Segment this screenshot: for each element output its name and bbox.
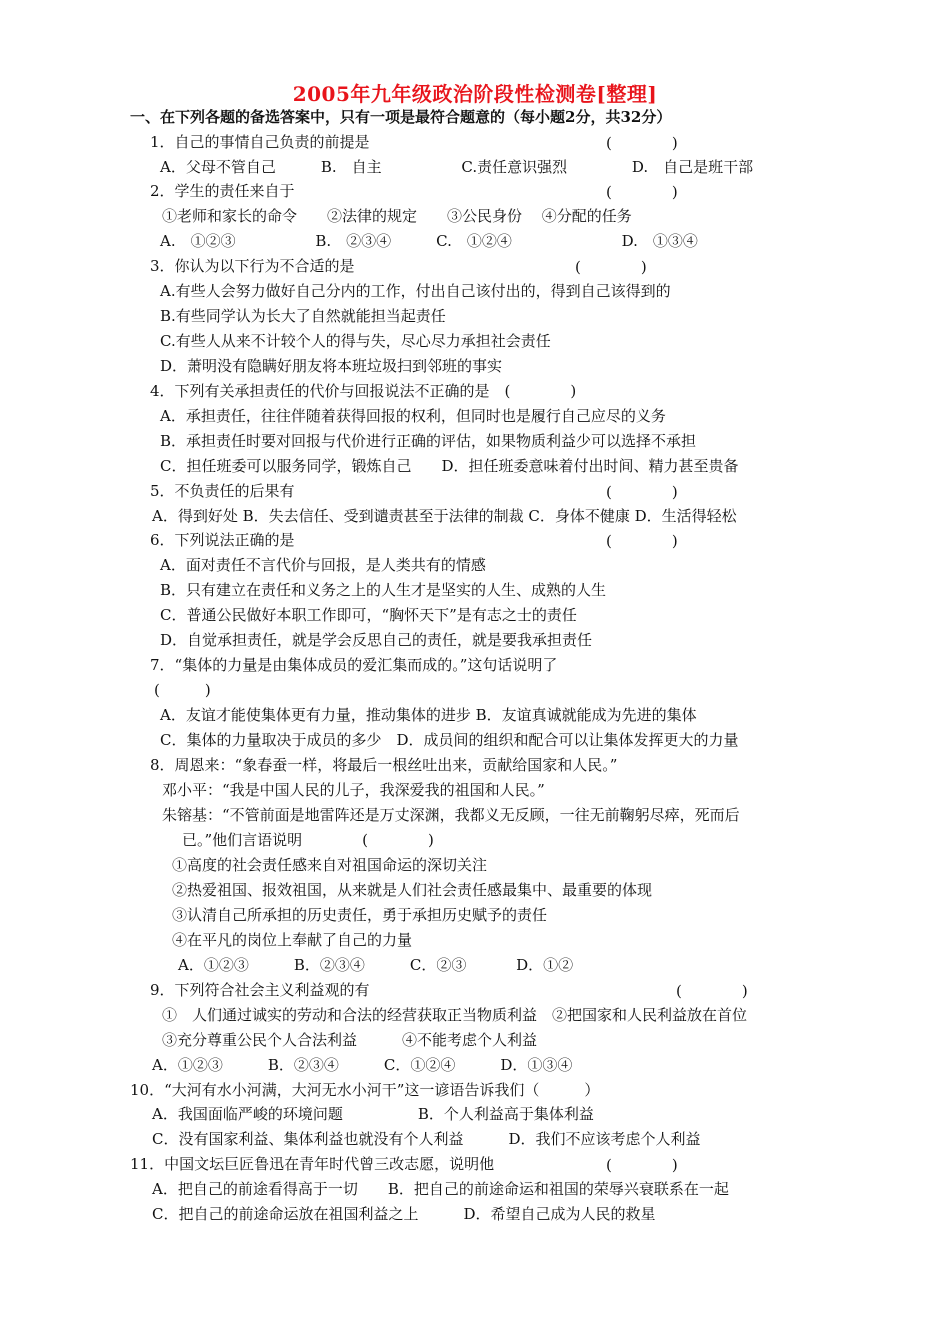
- question-6: 6．下列说法正确的是: [150, 531, 295, 549]
- question-4: 4．下列有关承担责任的代价与回报说法不正确的是 ( ): [150, 382, 577, 400]
- question-3: 3．你认为以下行为不合适的是: [150, 257, 355, 275]
- question-9-items-2: ③充分尊重公民个人合法利益 ④不能考虑个人利益: [162, 1031, 538, 1049]
- question-5-options: A．得到好处 B．失去信任、受到谴责甚至于法律的制裁 C．身体不健康 D．生活得轻松: [152, 507, 737, 525]
- question-9-items-1: ① 人们通过诚实的劳动和合法的经营获取正当物质利益 ②把国家和人民利益放在首位: [162, 1006, 748, 1024]
- question-9: 9．下列符合社会主义利益观的有: [150, 981, 370, 999]
- answer-paren-q2: ( ): [606, 183, 678, 201]
- question-7: 7．“集体的力量是由集体成员的爱汇集而成的。”这句话说明了: [150, 656, 558, 674]
- question-8-quote-2: 邓小平：“我是中国人民的儿子，我深爱我的祖国和人民。”: [162, 781, 545, 799]
- question-7-option-cd: C．集体的力量取决于成员的多少 D．成员间的组织和配合可以让集体发挥更大的力量: [160, 731, 739, 749]
- page-title: 2005年九年级政治阶段性检测卷[整理]: [292, 82, 658, 106]
- question-1: 1．自己的事情自己负责的前提是: [150, 133, 370, 151]
- question-7-option-ab: A．友谊才能使集体更有力量，推动集体的进步 B．友谊真诚就能成为先进的集体: [160, 706, 697, 724]
- question-11-option-cd: C．把自己的前途命运放在祖国利益之上 D．希望自己成为人民的救星: [152, 1205, 656, 1223]
- question-2: 2．学生的责任来自于: [150, 182, 295, 200]
- question-3-option-c: C.有些人从来不计较个人的得与失，尽心尽力承担社会责任: [160, 332, 551, 350]
- question-11-option-ab: A．把自己的前途看得高于一切 B．把自己的前途命运和祖国的荣辱兴衰联系在一起: [152, 1180, 729, 1198]
- question-11: 11．中国文坛巨匠鲁迅在青年时代曾三改志愿，说明他: [130, 1155, 495, 1173]
- question-10-option-cd: C．没有国家利益、集体利益也就没有个人利益 D．我们不应该考虑个人利益: [152, 1130, 701, 1148]
- question-8-item-2: ②热爱祖国、报效祖国，从来就是人们社会责任感最集中、最重要的体现: [172, 881, 653, 899]
- question-3-option-d: D．萧明没有隐瞒好朋友将本班垃圾扫到邻班的事实: [160, 357, 503, 375]
- answer-paren-q11: ( ): [606, 1156, 678, 1174]
- question-8-item-4: ④在平凡的岗位上奉献了自己的力量: [172, 931, 413, 949]
- answer-paren-q9: ( ): [676, 982, 748, 1000]
- question-6-option-a: A．面对责任不言代价与回报，是人类共有的情感: [160, 556, 486, 574]
- question-8-item-3: ③认清自己所承担的历史责任，勇于承担历史赋予的责任: [172, 906, 548, 924]
- answer-paren-q5: ( ): [606, 483, 678, 501]
- question-10-option-ab: A．我国面临严峻的环境问题 B．个人利益高于集体利益: [152, 1105, 594, 1123]
- question-3-option-a: A.有些人会努力做好自己分内的工作，付出自己该付出的，得到自己该得到的: [160, 282, 671, 300]
- question-8-quote-3: 朱镕基：“不管前面是地雷阵还是万丈深渊，我都义无反顾，一往无前鞠躬尽瘁，死而后: [162, 806, 740, 824]
- question-3-option-b: B.有些同学认为长大了自然就能担当起责任: [160, 307, 446, 325]
- question-1-options: A．父母不管自己 B. 自主 C.责任意识强烈 D. 自己是班干部: [160, 158, 754, 176]
- section-heading: 一、在下列各题的备选答案中，只有一项是最符合题意的（每小题2分，共32分）: [130, 108, 672, 126]
- answer-paren-q6: ( ): [606, 532, 678, 550]
- question-6-option-b: B．只有建立在责任和义务之上的人生才是坚实的人生、成熟的人生: [160, 581, 607, 599]
- question-10: 10．“大河有水小河满，大河无水小河干”这一谚语告诉我们（ ）: [130, 1081, 600, 1099]
- question-4-option-a: A．承担责任，往往伴随着获得回报的权利，但同时也是履行自己应尽的义务: [160, 407, 666, 425]
- answer-paren-q3: ( ): [575, 258, 647, 276]
- question-4-option-b: B．承担责任时要对回报与代价进行正确的评估，如果物质利益少可以选择不承担: [160, 432, 697, 450]
- question-2-options: A. ①②③ B. ②③④ C. ①②④ D. ①③④: [160, 232, 698, 250]
- question-2-items: ①老师和家长的命令 ②法律的规定 ③公民身份 ④分配的任务: [162, 207, 632, 225]
- question-5: 5．不负责任的后果有: [150, 482, 295, 500]
- question-8: 8．周恩来：“象春蚕一样，将最后一根丝吐出来，贡献给国家和人民。”: [150, 756, 618, 774]
- answer-paren-q1: ( ): [606, 134, 678, 152]
- question-6-option-d: D．自觉承担责任，就是学会反思自己的责任，就是要我承担责任: [160, 631, 593, 649]
- question-9-options: A．①②③ B．②③④ C．①②④ D．①③④: [152, 1056, 573, 1074]
- question-6-option-c: C．普通公民做好本职工作即可，“胸怀天下”是有志之士的责任: [160, 606, 577, 624]
- question-8-options: A．①②③ B．②③④ C．②③ D．①②: [178, 956, 574, 974]
- question-4-option-cd: C．担任班委可以服务同学，锻炼自己 D．担任班委意味着付出时间、精力甚至贵备: [160, 457, 739, 475]
- question-7-answer-paren: ( ): [154, 681, 211, 699]
- question-8-item-1: ①高度的社会责任感来自对祖国命运的深切关注: [172, 856, 488, 874]
- question-8-prompt: 已。”他们言语说明 ( ): [182, 831, 434, 849]
